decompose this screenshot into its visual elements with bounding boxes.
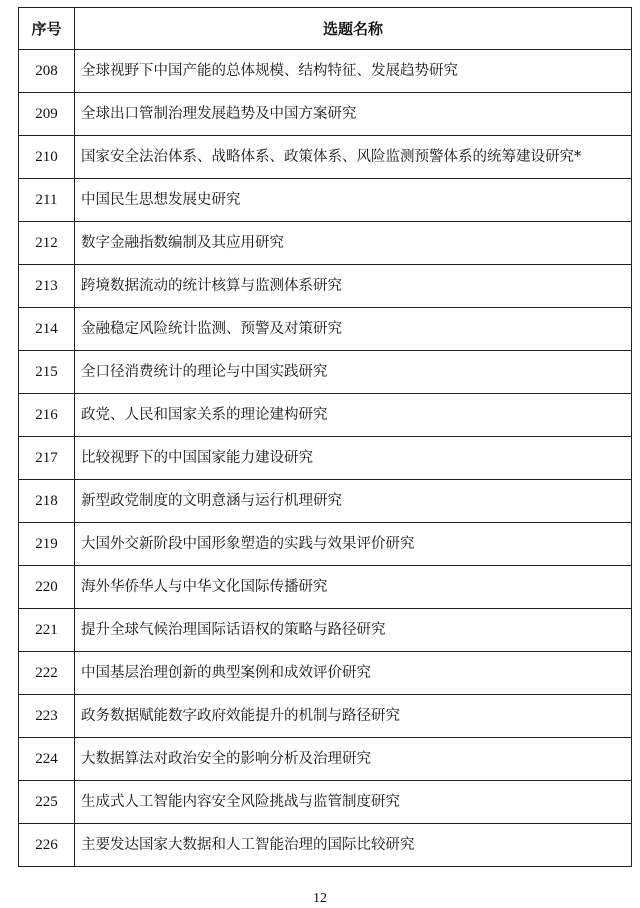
row-title: 国家安全法治体系、战略体系、政策体系、风险监测预警体系的统筹建设研究* xyxy=(75,136,632,179)
row-title: 大数据算法对政治安全的影响分析及治理研究 xyxy=(75,738,632,781)
table-row xyxy=(19,50,632,93)
table-row xyxy=(19,351,632,394)
row-title: 中国基层治理创新的典型案例和成效评价研究 xyxy=(75,652,632,695)
table-row xyxy=(19,609,632,652)
row-number: 224 xyxy=(19,738,75,781)
table-row xyxy=(19,695,632,738)
table-row xyxy=(19,566,632,609)
row-number: 210 xyxy=(19,136,75,179)
table-row xyxy=(19,437,632,480)
row-number: 215 xyxy=(19,351,75,394)
table-row xyxy=(19,523,632,566)
row-number: 216 xyxy=(19,394,75,437)
table-row xyxy=(19,265,632,308)
row-number: 226 xyxy=(19,824,75,867)
row-title: 政务数据赋能数字政府效能提升的机制与路径研究 xyxy=(75,695,632,738)
row-title: 大国外交新阶段中国形象塑造的实践与效果评价研究 xyxy=(75,523,632,566)
header-title: 选题名称 xyxy=(75,8,632,50)
row-number: 222 xyxy=(19,652,75,695)
row-title: 提升全球气候治理国际话语权的策略与路径研究 xyxy=(75,609,632,652)
row-number: 220 xyxy=(19,566,75,609)
table-row xyxy=(19,136,632,179)
row-title: 全球视野下中国产能的总体规模、结构特征、发展趋势研究 xyxy=(75,50,632,93)
row-title: 全口径消费统计的理论与中国实践研究 xyxy=(75,351,632,394)
row-number: 221 xyxy=(19,609,75,652)
row-number: 213 xyxy=(19,265,75,308)
table-row xyxy=(19,781,632,824)
row-title: 跨境数据流动的统计核算与监测体系研究 xyxy=(75,265,632,308)
page-number: 12 xyxy=(313,891,327,906)
table-row xyxy=(19,480,632,523)
topics-table-container xyxy=(18,7,631,867)
table-row xyxy=(19,308,632,351)
table-row xyxy=(19,179,632,222)
row-title: 新型政党制度的文明意涵与运行机理研究 xyxy=(75,480,632,523)
table-row xyxy=(19,652,632,695)
row-number: 219 xyxy=(19,523,75,566)
row-title: 生成式人工智能内容安全风险挑战与监管制度研究 xyxy=(75,781,632,824)
row-title: 比较视野下的中国国家能力建设研究 xyxy=(75,437,632,480)
row-title: 主要发达国家大数据和人工智能治理的国际比较研究 xyxy=(75,824,632,867)
row-number: 214 xyxy=(19,308,75,351)
row-title: 金融稳定风险统计监测、预警及对策研究 xyxy=(75,308,632,351)
row-number: 212 xyxy=(19,222,75,265)
row-title: 政党、人民和国家关系的理论建构研究 xyxy=(75,394,632,437)
row-title: 中国民生思想发展史研究 xyxy=(75,179,632,222)
table-header-row xyxy=(19,8,632,50)
header-number: 序号 xyxy=(19,8,75,50)
table-row xyxy=(19,93,632,136)
row-title: 全球出口管制治理发展趋势及中国方案研究 xyxy=(75,93,632,136)
row-number: 217 xyxy=(19,437,75,480)
table-row xyxy=(19,222,632,265)
row-title: 数字金融指数编制及其应用研究 xyxy=(75,222,632,265)
row-number: 211 xyxy=(19,179,75,222)
row-number: 208 xyxy=(19,50,75,93)
table-row xyxy=(19,738,632,781)
row-number: 225 xyxy=(19,781,75,824)
row-number: 218 xyxy=(19,480,75,523)
row-number: 223 xyxy=(19,695,75,738)
table-row xyxy=(19,824,632,867)
row-title: 海外华侨华人与中华文化国际传播研究 xyxy=(75,566,632,609)
table-row xyxy=(19,394,632,437)
row-number: 209 xyxy=(19,93,75,136)
topics-table xyxy=(18,7,632,867)
